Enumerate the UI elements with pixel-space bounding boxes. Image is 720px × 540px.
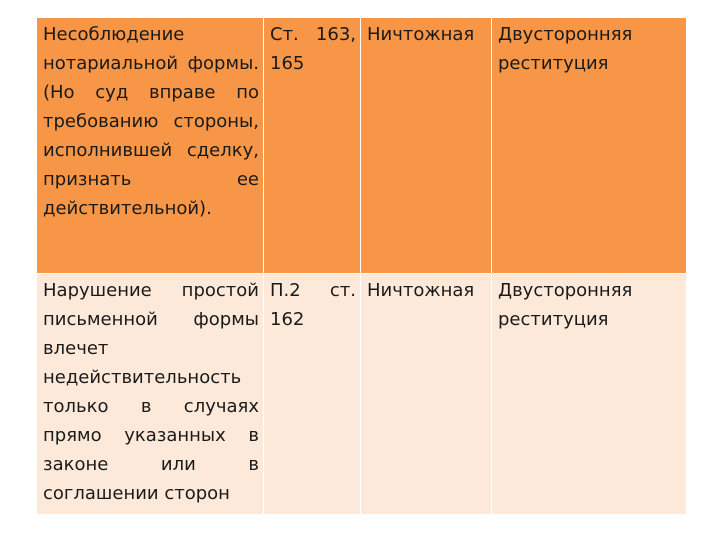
consequence-cell: Двусторонняя реституция	[492, 274, 687, 515]
article-cell: Ст. 163, 165	[264, 18, 361, 274]
violation-cell: Несоблюдение нотариальной формы. (Но суд вправе по требованию стороны, исполнившей сделку, признать ее действительной).	[37, 18, 264, 274]
consequence-cell: Двусторонняя реституция	[492, 18, 687, 274]
invalid-transactions-table	[36, 18, 687, 514]
article-cell: П.2 ст. 162	[264, 274, 361, 515]
table-row	[37, 274, 687, 515]
violation-cell: Нарушение простой письменной формы влечет недействительность только в случаях прямо указанных в законе или в соглашении сторон	[37, 274, 264, 515]
type-cell: Ничтожная	[361, 18, 492, 274]
type-cell: Ничтожная	[361, 274, 492, 515]
table-row	[37, 18, 687, 274]
